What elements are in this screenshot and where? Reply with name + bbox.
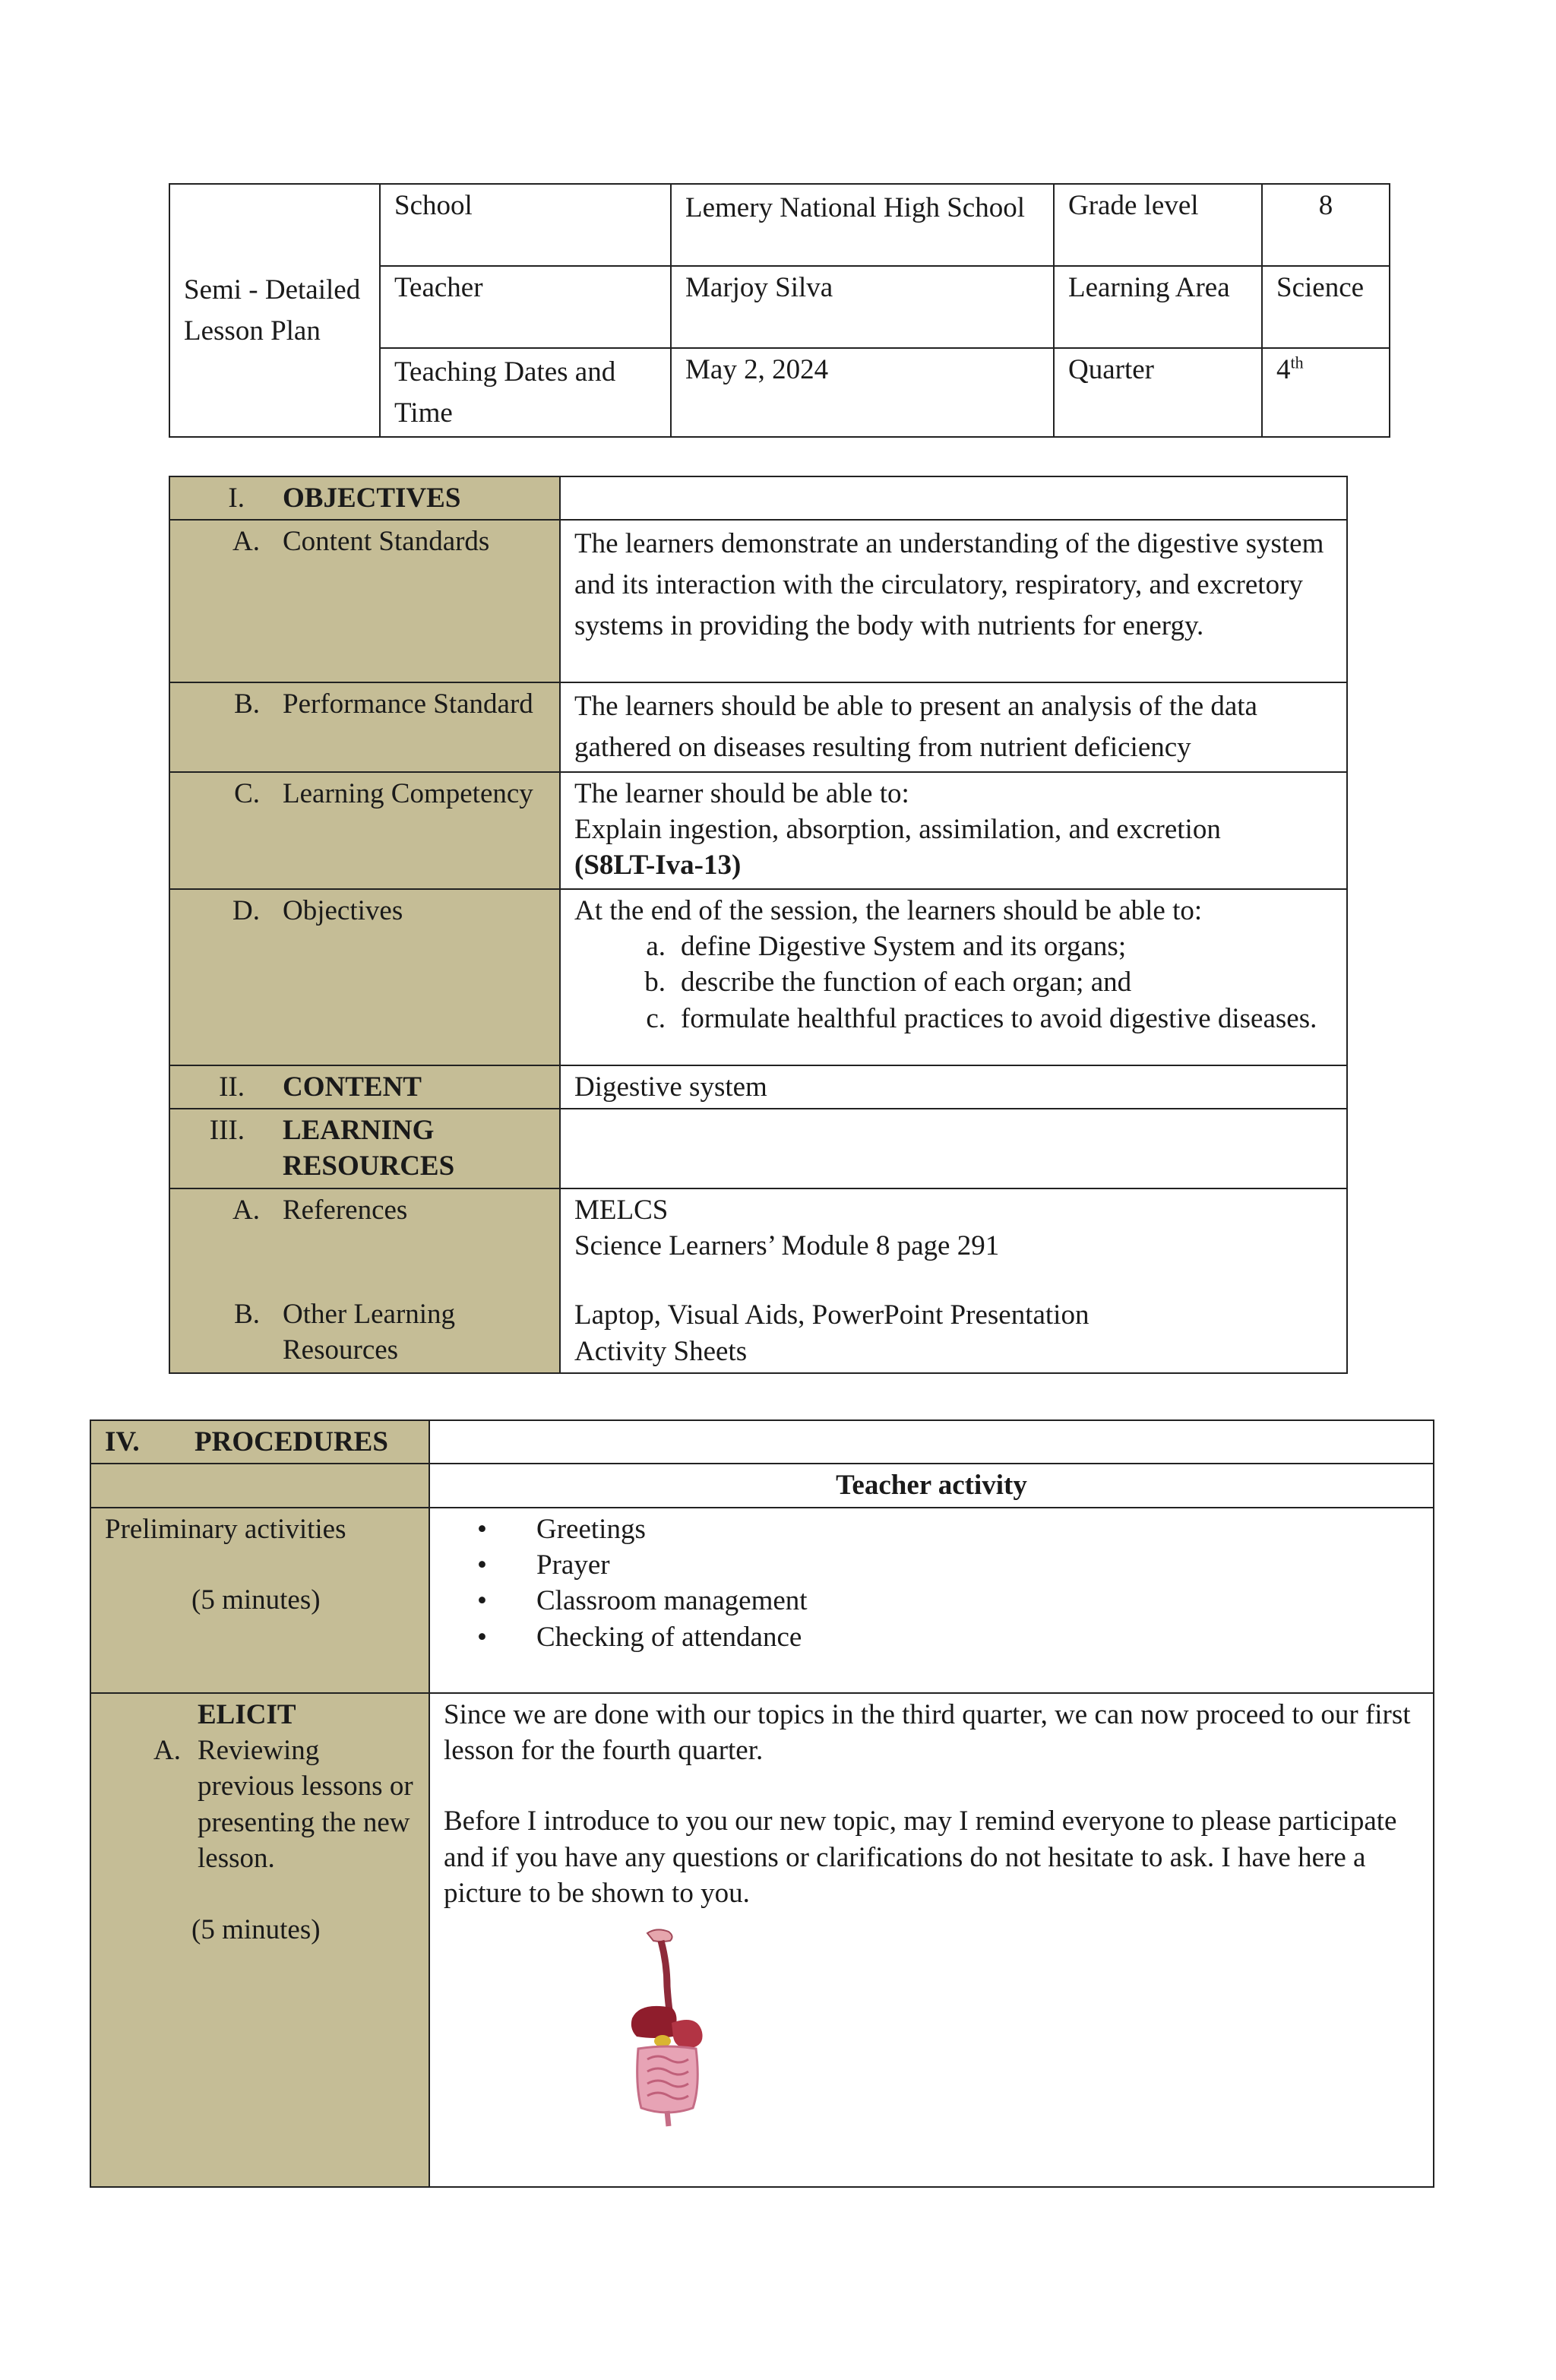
learning-resources-blank: [560, 1109, 1347, 1188]
a-num: A.: [232, 526, 260, 558]
performance-standard-label-cell: [169, 682, 560, 771]
grade-label: Grade level: [1054, 184, 1262, 266]
learning-competency-cell: [560, 772, 1347, 889]
quarter-sup: th: [1290, 353, 1304, 372]
sec1-title: OBJECTIVES: [283, 483, 461, 514]
c-label: Learning Competency: [283, 777, 533, 809]
plan-label-cell: [169, 184, 380, 437]
references-label-cell: [169, 1188, 560, 1373]
objectives-table: [169, 476, 1348, 1374]
dates-label: Teaching Dates and Time: [380, 348, 671, 437]
sec3-num: III.: [209, 1115, 245, 1146]
c-num: C.: [234, 777, 260, 809]
elicit-cell: [429, 1693, 1434, 2187]
objectives-list: [574, 929, 1333, 1037]
elicit-time: (5 minutes): [191, 1913, 321, 1945]
d-num: D.: [232, 894, 260, 926]
procedures-table: [90, 1419, 1434, 2188]
area-label: Learning Area: [1054, 266, 1262, 348]
sec4-title: PROCEDURES: [194, 1426, 388, 1457]
content-standards-text: The learners demonstrate an understanding of the digestive system and its interaction with the circulatory, respiratory, and excretory systems in providing the body with nutrients for energy.: [560, 520, 1347, 682]
preliminary-cell: [429, 1508, 1434, 1693]
school-value: Lemery National High School: [671, 184, 1054, 266]
other-line1: Laptop, Visual Aids, PowerPoint Presentation: [574, 1299, 1090, 1331]
performance-standard-text: The learners should be able to present an analysis of the data gathered on diseases resulting from nutrient deficiency: [560, 682, 1347, 771]
d-intro: At the end of the session, the learners should be able to:: [574, 894, 1203, 926]
objective-item: c. formulate healthful practices to avoid digestive diseases.: [646, 1002, 1317, 1034]
prelim-time: (5 minutes): [191, 1584, 321, 1616]
b-num: B.: [234, 688, 260, 720]
other-line2: Activity Sheets: [574, 1335, 748, 1367]
sec4-num: IV.: [105, 1426, 140, 1457]
quarter-value: 4: [1276, 354, 1291, 385]
teacher-label: Teacher: [380, 266, 671, 348]
digestive-system-illustration-icon: [625, 1926, 723, 2131]
dates-value: May 2, 2024: [671, 348, 1054, 437]
teacher-activity-header: Teacher activity: [429, 1464, 1434, 1507]
c-line1: The learner should be able to:: [574, 777, 909, 809]
preliminary-label-cell: [90, 1508, 429, 1693]
objectives-label-cell: [169, 889, 560, 1065]
lesson-plan-header-table: [169, 183, 1390, 438]
learning-resources-heading: [169, 1109, 560, 1188]
grade-value: 8: [1262, 184, 1390, 266]
prelim-item: • Checking of attendance: [430, 1619, 1419, 1655]
procedures-heading-blank: [429, 1420, 1434, 1464]
prelim-item: • Greetings: [430, 1511, 1419, 1547]
objectives-heading-blank: [560, 476, 1347, 520]
ref-line2: Science Learners’ Module 8 page 291: [574, 1230, 1000, 1262]
prelim-item: • Prayer: [430, 1547, 1419, 1583]
elicit-p2: Before I introduce to you our new topic, may I remind everyone to please participate and if you have any questions or clarifications do not hesitate to ask. I have here a picture to be shown to you.: [444, 1806, 1397, 1910]
elicit-p1: Since we are done with our topics in the third quarter, we can now proceed to our first lesson for the fourth quarter.: [444, 1698, 1411, 1767]
sec2-num: II.: [219, 1071, 245, 1103]
c-code: (S8LT-Iva-13): [574, 850, 742, 881]
objective-item: b. describe the function of each organ; and: [644, 967, 1132, 999]
elicit-label-cell: [90, 1693, 429, 2187]
elicit-label: Reviewing previous lessons or presenting the new lesson.: [198, 1735, 413, 1875]
sec1-num: I.: [228, 483, 245, 514]
objectives-cell: [560, 889, 1347, 1065]
other-num: B.: [234, 1299, 260, 1331]
d-label: Objectives: [283, 894, 403, 926]
objectives-heading: [169, 476, 560, 520]
prelim-item: • Classroom management: [430, 1583, 1419, 1619]
area-value: Science: [1262, 266, 1390, 348]
elicit-title: ELICIT: [198, 1698, 296, 1730]
prelim-label: Preliminary activities: [105, 1513, 346, 1545]
content-standards-label-cell: [169, 520, 560, 682]
teacher-value: Marjoy Silva: [671, 266, 1054, 348]
sec3-title: LEARNING RESOURCES: [283, 1115, 455, 1182]
school-label: School: [380, 184, 671, 266]
ref-label: References: [283, 1194, 408, 1226]
learning-competency-label-cell: [169, 772, 560, 889]
ref-num: A.: [232, 1194, 260, 1226]
sec2-title: CONTENT: [283, 1071, 422, 1103]
elicit-num: A.: [153, 1735, 181, 1767]
c-line2: Explain ingestion, absorption, assimilation, and excretion: [574, 814, 1221, 845]
procedures-heading: [90, 1420, 429, 1464]
content-heading: [169, 1065, 560, 1109]
preliminary-list: [430, 1511, 1419, 1655]
quarter-label: Quarter: [1054, 348, 1262, 437]
quarter-value-cell: [1262, 348, 1390, 437]
objective-item: a. define Digestive System and its organs;: [646, 931, 1127, 962]
references-cell: [560, 1188, 1347, 1373]
digestive-system-image: [625, 1926, 723, 2131]
b-label: Performance Standard: [283, 688, 533, 720]
ref-line1: MELCS: [574, 1194, 669, 1226]
teacher-activity-label-blank: [90, 1464, 429, 1507]
plan-label: Semi - Detailed Lesson Plan: [184, 274, 361, 347]
content-value: Digestive system: [560, 1065, 1347, 1109]
other-label: Other Learning Resources: [283, 1299, 456, 1366]
a-label: Content Standards: [283, 526, 490, 558]
